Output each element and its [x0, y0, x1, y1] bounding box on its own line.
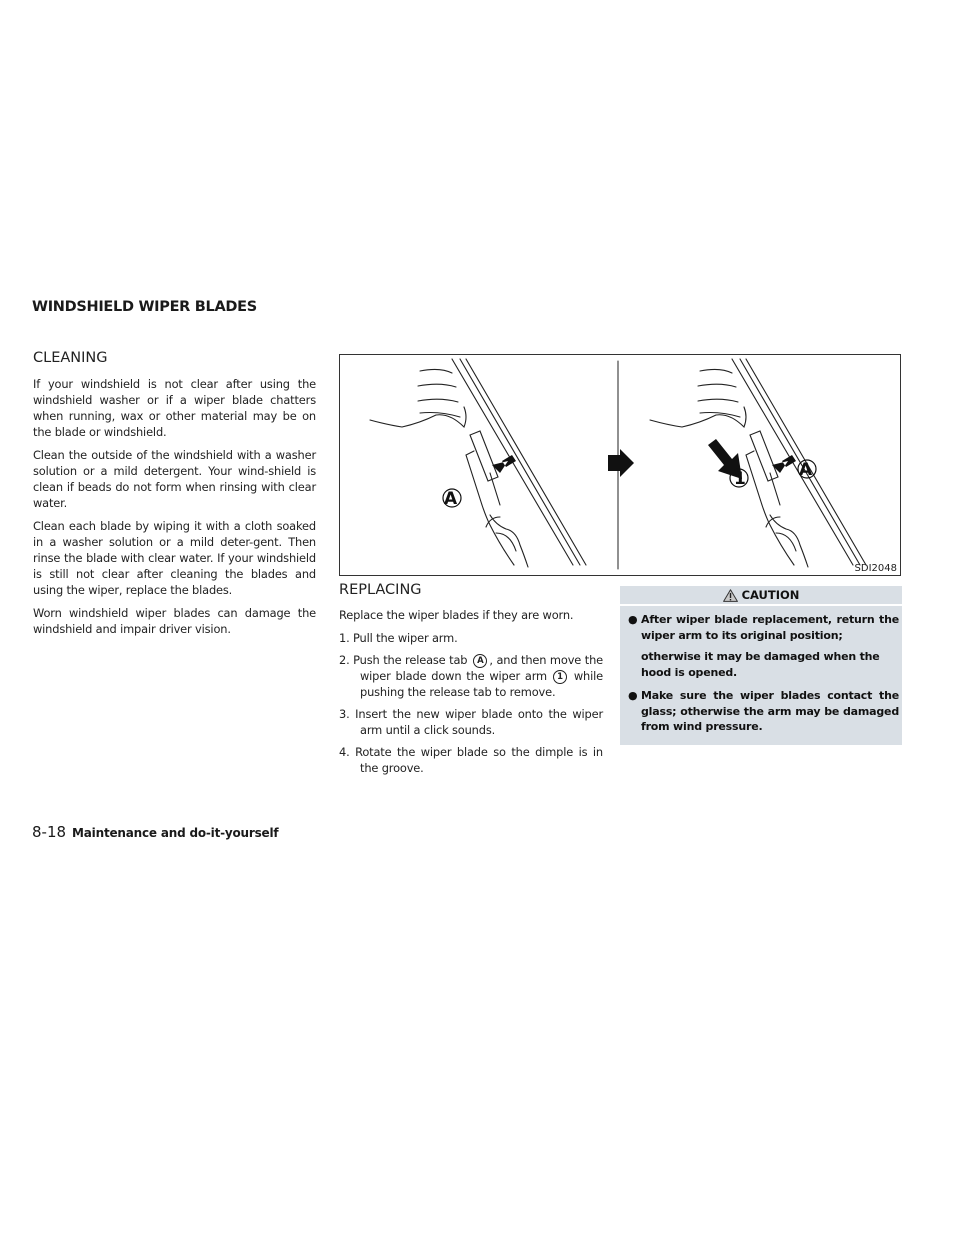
replacing-step-4: 4. Rotate the wiper blade so the dimple is in the groove. — [339, 745, 603, 775]
replacing-step-2 — [339, 652, 603, 700]
step-2-text-b: , and then move the wiper blade down the wiper arm — [360, 653, 603, 683]
step-2-text-c: while pushing the release tab to remove. — [360, 669, 603, 699]
callout-1-right: 1 — [734, 469, 746, 489]
cleaning-section — [33, 350, 316, 644]
replacing-step-1: 1. Pull the wiper arm. — [339, 631, 458, 645]
callout-ref-1: 1 — [553, 670, 567, 684]
callout-ref-a: A — [473, 654, 487, 668]
replacing-intro: Replace the wiper blades if they are worn. — [339, 608, 574, 622]
replacing-step-3: 3. Insert the new wiper blade onto the wiper arm until a click sounds. — [339, 707, 603, 737]
page-number: 8-18 — [32, 823, 67, 841]
caution-title: CAUTION — [741, 588, 800, 602]
cleaning-paragraph-2: Clean the outside of the windshield with a washer solution or a mild detergent. Your wind-shield is clean if beads do not form when rinsing with clear water. — [33, 448, 316, 510]
caution-box — [620, 586, 902, 745]
caution-header — [620, 586, 902, 606]
wiper-drawing — [340, 355, 900, 575]
step-2-text-a: 2. Push the release tab — [339, 653, 468, 667]
figure-code: SDI2048 — [854, 563, 897, 574]
wiper-illustration — [339, 354, 901, 576]
caution-item-2-text: Make sure the wiper blades contact the glass; otherwise the arm may be damaged from wind pressure. — [641, 689, 899, 733]
cleaning-paragraph-1: If your windshield is not clear after using the windshield washer or if a wiper blade chatters when running, wax or other material may be on the blade or windshield. — [33, 377, 316, 439]
caution-item-1-text: After wiper blade replacement, return the wiper arm to its original position; — [641, 613, 899, 642]
chapter-title: Maintenance and do-it-yourself — [72, 826, 279, 840]
replacing-heading: REPLACING — [339, 582, 422, 598]
cleaning-paragraph-4: Worn windshield wiper blades can damage the windshield and impair driver vision. — [33, 606, 316, 636]
caution-item-1-sub: otherwise it may be damaged when the hood is opened. — [641, 650, 880, 679]
callout-a-right: A — [799, 460, 813, 480]
section-header: WINDSHIELD WIPER BLADES — [32, 299, 257, 315]
cleaning-paragraph-3: Clean each blade by wiping it with a cloth soaked in a washer solution or a mild deter-gent. Then rinse the blade with clear water. If your windshield is still not clear after cleaning the blades and using the wiper, replace the blades. — [33, 519, 316, 597]
bullet-icon: ● — [628, 689, 638, 702]
replacing-section — [339, 582, 603, 782]
caution-item-2 — [628, 688, 899, 735]
cleaning-heading: CLEANING — [33, 350, 108, 366]
callout-a-left: A — [444, 489, 458, 509]
caution-item-1 — [628, 612, 899, 643]
bullet-icon: ● — [628, 613, 638, 626]
warning-triangle-icon — [723, 589, 738, 602]
page-footer — [32, 822, 278, 841]
